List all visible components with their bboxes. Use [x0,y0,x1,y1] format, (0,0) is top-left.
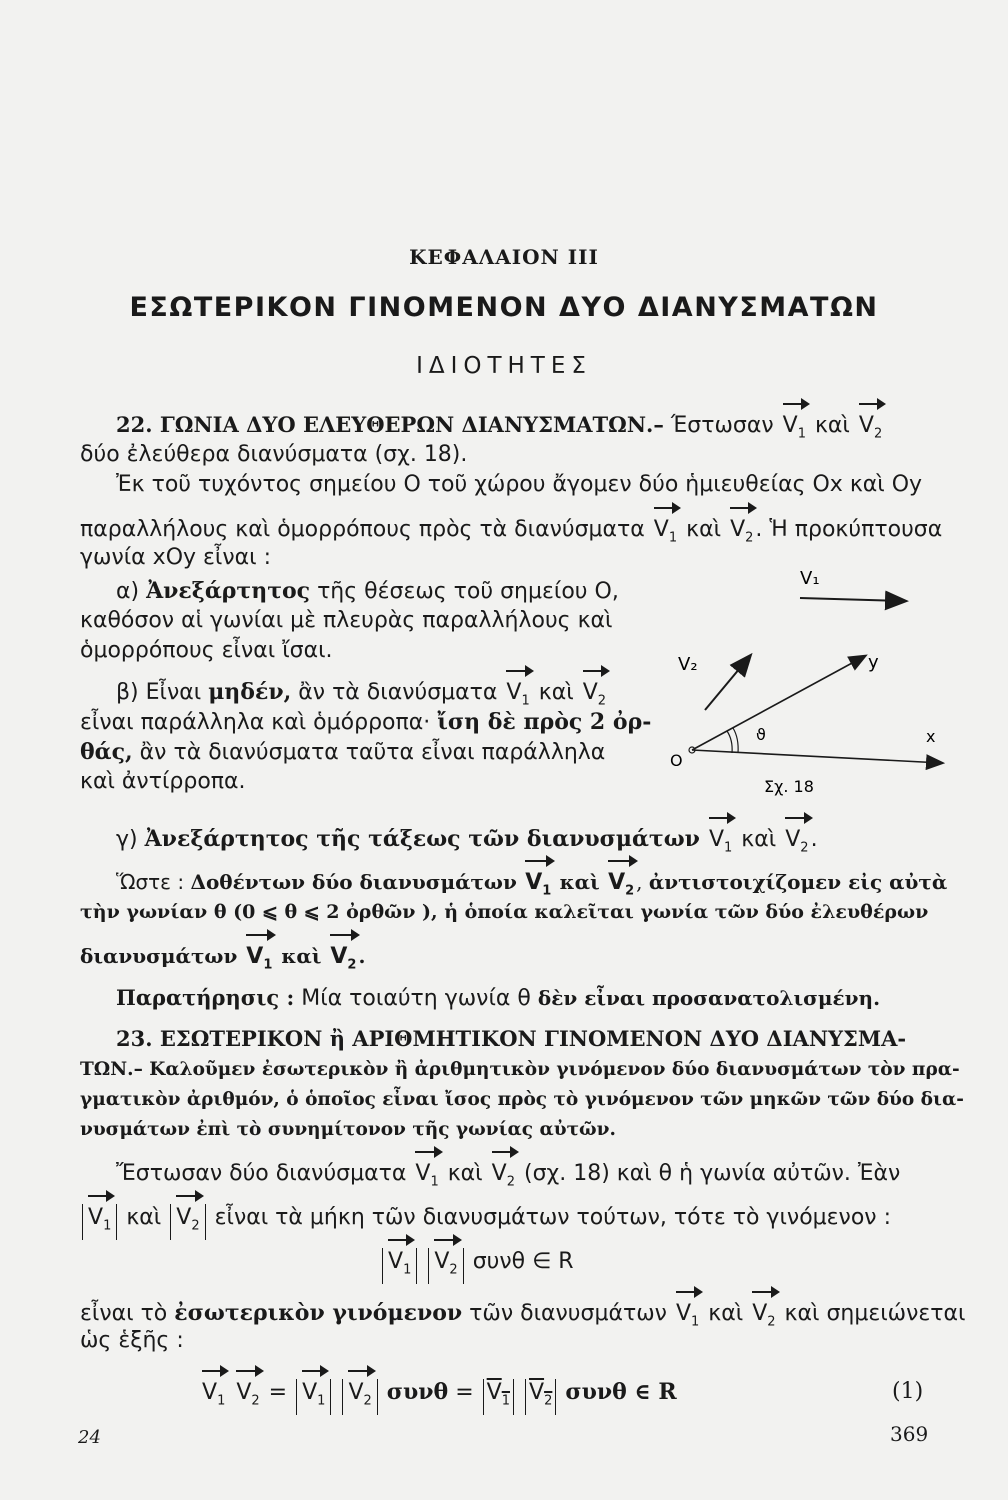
property-a-line-2: καθόσον αἱ γωνίαι μὲ πλευρὰς παραλλήλους καὶ [80,608,613,633]
vector-v1: $V_1$ [202,1379,225,1415]
property-c: γ) Ἀνεξάρτητος τῆς τάξεως τῶν διανυσμάτων $V_1$ καὶ $V_2$. [116,825,818,862]
text: Καλοῦμεν ἐσωτερικὸν ἢ ἀριθμητικὸν γινόμενον δύο διανυσμάτων τὸν πρα- [149,1059,960,1080]
text: (σχ. 18) καὶ θ ἡ γωνία αὐτῶν. Ἐὰν [523,1161,901,1186]
text: θάς, [80,739,133,765]
vector-v2: $V_2$ [492,1160,515,1196]
ray-oy [692,656,865,750]
vector-v2: $V_2$ [752,1300,775,1336]
vector-v2: $V_2$ [785,826,808,862]
abs-v1: $V_1$ [82,1204,117,1240]
text: διανυσμάτων [80,944,238,968]
vector-v1-label: V₁ [800,568,820,589]
text: ἐσωτερικὸν γινόμενον [174,1300,463,1326]
s22-line-2: δύο ἐλεύθερα διανύσματα (σχ. 18). [80,442,468,467]
vector-v2-arrow [705,656,750,710]
conclusion-line-2: τὴν γωνίαν θ (0 ⩽ θ ⩽ 2 ὀρθῶν ), ἡ ὁποία καλεῖται γωνία τῶν δύο ἐλευθέρων [80,901,929,923]
text: καὶ [281,944,322,968]
s23-para-1 [116,1160,900,1196]
equation-1: $V_1$ $V_2 = V_1$ $V_2$ $\sigma\upsilon\nu\theta = V_1$ $V_2$ συνθ ∈ R [200,1378,677,1415]
text: ἴση δὲ πρὸς 2 ὀρ- [437,709,652,735]
property-b-line-4: καὶ ἀντίρροπα. [80,769,246,794]
property-b-line-2 [80,708,651,737]
vector-v2: $V_2$ [608,869,634,905]
text: ἂν τὰ διανύσματα ταῦτα εἶναι παράλληλα [139,740,606,765]
axis-y-label: y [868,652,879,673]
ray-ox [692,750,942,763]
s23-para-4: ὡς ἑξῆς : [80,1328,184,1353]
vector-v2: $V_2$ [583,679,606,715]
text: β) Εἶναι [116,680,202,705]
page-number: 369 [890,1422,929,1446]
property-a-line-3: ὁμορρόπους εἶναι ἴσαι. [80,638,333,663]
text: Έστωσαν [670,413,774,438]
text: συνθ ∈ R [472,1249,574,1274]
s23-heading-3: γματικὸν ἀριθμόν, ὁ ὁποῖος εἶναι ἴσος πρὸς τὸ γινόμενον τῶν μηκῶν τῶν δύο δια- [80,1089,964,1110]
remark [116,984,880,1013]
vector-v1: $V_1$ [654,516,677,552]
text: τῶν διανυσμάτων [469,1301,667,1326]
vector-v2: $V_2$ [730,516,753,552]
text: Παρατήρησις : [116,985,295,1010]
text: καὶ [686,517,722,542]
section-subtitle: ΙΔΙΟΤΗΤΕΣ [416,353,592,379]
vector-v1: $V_1$ [506,679,529,715]
text: δὲν εἶναι προσανατολισμένη. [537,986,881,1010]
origin-label: O [670,751,683,770]
vector-v1: $V_1$ [709,826,732,862]
property-a-line-1 [116,577,619,606]
vector-v1: $V_1$ [415,1160,438,1196]
s23-para-3 [80,1299,965,1336]
text: Μία τοιαύτη γωνία θ [301,986,531,1011]
text: Ἔστωσαν δύο διανύσματα [116,1161,407,1186]
angle-arc [727,731,732,753]
text: εἶναι τὰ μήκη τῶν διανυσμάτων τούτων, τότε τὸ γινόμενον : [214,1205,891,1230]
text: . Ἡ προκύπτουσα [755,517,943,542]
text: καὶ [559,870,600,894]
s23-heading-4: νυσμάτων ἐπὶ τὸ συνημίτονον τῆς γωνίας αὐτῶν. [80,1119,616,1140]
s23-para-2 [80,1204,891,1240]
s22-line-3: Ἐκ τοῦ τυχόντος σημείου Ο τοῦ χώρου ἄγομεν δύο ἡμιευθείας Οx καὶ Οy [116,472,923,497]
text: καὶ [814,413,850,438]
abs-v2: $V_2$ [170,1204,205,1240]
figure-18 [660,560,960,800]
s22-heading: 22. ΓΩΝΙΑ ΔΥΟ ΕΛΕΥΘΕΡΩΝ ΔΙΑΝΥΣΜΑΤΩΝ.– [116,412,664,437]
text: συνθ [386,1379,449,1405]
s22-line-5: γωνία xΟy εἶναι : [80,545,271,570]
angle-arc [733,728,738,753]
vector-v2: $V_2$ [236,1379,259,1415]
text: παραλλήλους καὶ ὁμορρόπους πρὸς τὰ διανύσματα [80,517,645,542]
text: καὶ σημειώνεται [784,1301,966,1326]
vector-v2: $V_2$ [859,412,882,448]
equation-number: (1) [892,1379,924,1404]
text: καὶ [741,827,777,852]
vector-v1-arrow [800,598,905,601]
text: καὶ [126,1205,162,1230]
text: εἶναι τὸ [80,1301,168,1326]
text: καὶ [447,1161,483,1186]
vector-v2: $V_2$ [330,943,356,979]
text: ΤΩΝ.– [80,1059,143,1080]
text: μηδέν, [208,679,292,705]
conclusion-line-1: Ὥστε : Δοθέντων δύο διανυσμάτων $V_1$ καὶ $V_2$ , ἀντιστοιχίζομεν εἰς αὐτὰ [116,868,947,905]
text: Ἀνεξάρτητος [146,578,311,604]
text: καὶ [708,1301,744,1326]
conclusion-line-3: διανυσμάτων $V_1$ καὶ $V_2$ . [80,942,365,979]
chapter-title: ΕΣΩΤΕΡΙΚΟΝ ΓΙΝΟΜΕΝΟΝ ΔΥΟ ΔΙΑΝΥΣΜΑΤΩΝ [129,292,879,323]
text: ἀντιστοιχίζομεν εἰς αὐτὰ [648,870,948,894]
text: τῆς θέσεως τοῦ σημείου Ο, [317,579,619,604]
equation-product: $V_1$ $V_2$ συνθ ∈ R [380,1248,574,1284]
text: καὶ [538,680,574,705]
text: ἂν τὰ διανύσματα [298,680,498,705]
text: α) [116,579,140,604]
property-b-line-3 [80,738,605,767]
text: γ) [116,827,138,852]
vector-v2-label: V₂ [678,654,698,675]
text: συνθ ∈ R [565,1379,677,1405]
signature-mark: 24 [78,1427,101,1448]
theta-label: ϑ [756,725,766,744]
vector-v1: $V_1$ [246,943,272,979]
s23-heading-1: 23. ΕΣΩΤΕΡΙΚΟΝ ἢ ΑΡΙΘΜΗΤΙΚΟΝ ΓΙΝΟΜΕΝΟΝ ΔΥΟ ΔΙΑΝΥΣΜΑ- [116,1026,907,1051]
text: Ὥστε : [116,870,185,894]
text: Ἀνεξάρτητος τῆς τάξεως τῶν διανυσμάτων [144,826,700,852]
figure-caption: Σχ. 18 [764,777,814,796]
vector-v1: $V_1$ [676,1300,699,1336]
text: Δοθέντων δύο διανυσμάτων [190,870,517,894]
vector-v1: $V_1$ [783,412,806,448]
axis-x-label: x [926,727,936,746]
vector-v1: $V_1$ [525,869,551,905]
chapter-label: ΚΕΦΑΛΑΙΟΝ III [409,245,599,269]
text: εἶναι παράλληλα καὶ ὁμόρροπα· [80,710,431,735]
s23-heading-2 [80,1056,960,1084]
